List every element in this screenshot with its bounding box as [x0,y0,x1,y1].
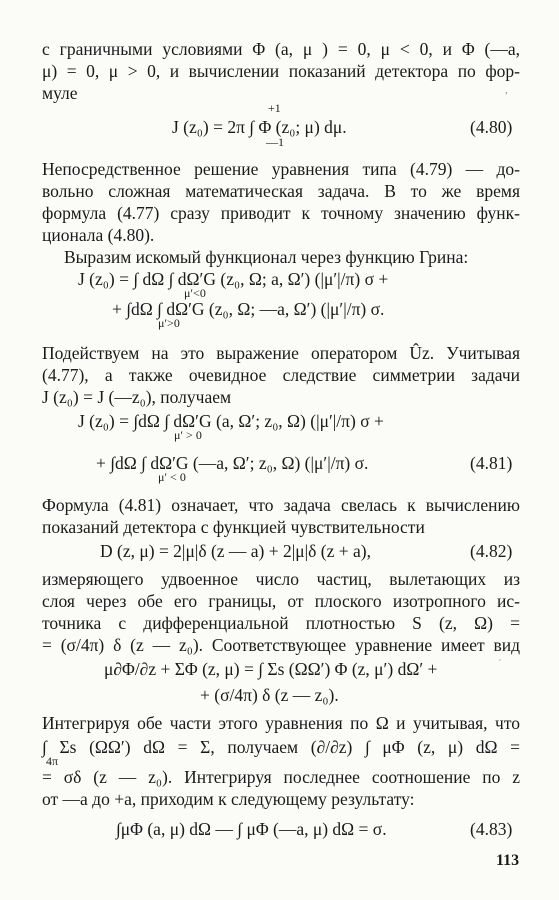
scan-mark: , [505,84,508,96]
text-line: Формула (4.81) означает, что задача свелась к вычислению [42,495,520,515]
equation-4-83: ∫μΦ (a, μ) dΩ — ∫ μΦ (—a, μ) dΩ = σ. [116,819,387,839]
text-line: J (z₀) = J (—z₀), получаем [42,387,232,407]
text-line: Подействуем на это выражение оператором Ûz. Учитывая [42,343,520,363]
text-line: от —a до +a, приходим к следующему результату: [42,789,415,809]
text-line: ∫ Σs (ΩΩ′) dΩ = Σ, получаем (∂/∂z) ∫ μΦ (z, μ) dΩ = [42,737,520,757]
equation-number: (4.81) [470,453,513,473]
text-line: Интегрируя обе части этого уравнения по Ω и учитывая, что [42,713,520,733]
text-line: вольно сложная математическая задача. В то же время [42,181,520,201]
transport-equation-line2: + (σ/4π) δ (z — z₀). [200,685,339,705]
integral-upper-limit: +1 [268,101,281,115]
text-line: = σδ (z — z₀). Интегрируя последнее соотношение по z [42,767,520,787]
equation-4-81-line1: J (z₀) = ∫dΩ ∫ dΩ′G (a, Ω′; z₀, Ω) (|μ′|/π) σ + [78,411,384,431]
text-line: ционала (4.80). [42,225,155,245]
text-line: муле [42,83,78,103]
text-line: μ) = 0, μ > 0, и вычислении показаний детектора по фор- [42,61,520,81]
text-line: слоя через обе его границы, от плоского изотропного ис- [42,591,520,611]
text-line: с граничными условиями Φ (a, μ ) = 0, μ < 0, и Φ (—a, [42,39,520,59]
text-line: (4.77), а также очевидное следствие симметрии задачи [42,365,520,385]
text-line: Непосредственное решение уравнения типа (4.79) — до- [42,159,520,179]
scan-mark: ´ [498,658,502,670]
page-number: 113 [496,852,520,869]
equation-green-1: J (z₀) = ∫ dΩ ∫ dΩ′G (z₀, Ω; a, Ω′) (|μ′|/π) σ + [78,269,389,289]
text-line: формула (4.77) сразу приводит к точному значению функ- [42,203,520,223]
text-line: точника с дифференциальной плотностью S (z, Ω) = [42,613,520,633]
text-line: измеряющего удвоенное число частиц, вылетающих из [42,569,520,589]
integral-subscript: μ′>0 [158,316,180,330]
text-line: Выразим искомый функционал через функцию Грина: [64,247,469,267]
transport-equation-line1: μ∂Φ/∂z + ΣΦ (z, μ) = ∫ Σs (ΩΩ′) Φ (z, μ′) dΩ′ + [104,659,438,679]
integral-subscript: 4π [46,754,59,768]
equation-4-80: J (z₀) = 2π ∫ Φ (z₀; μ) dμ. [172,117,347,137]
equation-number: (4.82) [470,541,513,561]
equation-4-81-line2: + ∫dΩ ∫ dΩ′G (—a, Ω′; z₀, Ω) (|μ′|/π) σ. [96,453,369,473]
equation-4-82: D (z, μ) = 2|μ|δ (z — a) + 2|μ|δ (z + a), [100,541,371,561]
integral-subscript: μ′<0 [184,286,206,300]
integral-subscript: μ′ < 0 [158,470,186,484]
text-line: показаний детектора с функцией чувствительности [42,517,425,537]
text-line: = (σ/4π) δ (z — z₀). Соответствующее уравнение имеет вид [42,635,520,655]
integral-subscript: μ′ > 0 [174,428,202,442]
equation-number: (4.83) [470,819,513,839]
equation-number: (4.80) [470,117,513,137]
integral-lower-limit: —1 [266,135,284,149]
equation-green-2: + ∫dΩ ∫ dΩ′G (z₀, Ω; —a, Ω′) (|μ′|/π) σ. [112,299,385,319]
